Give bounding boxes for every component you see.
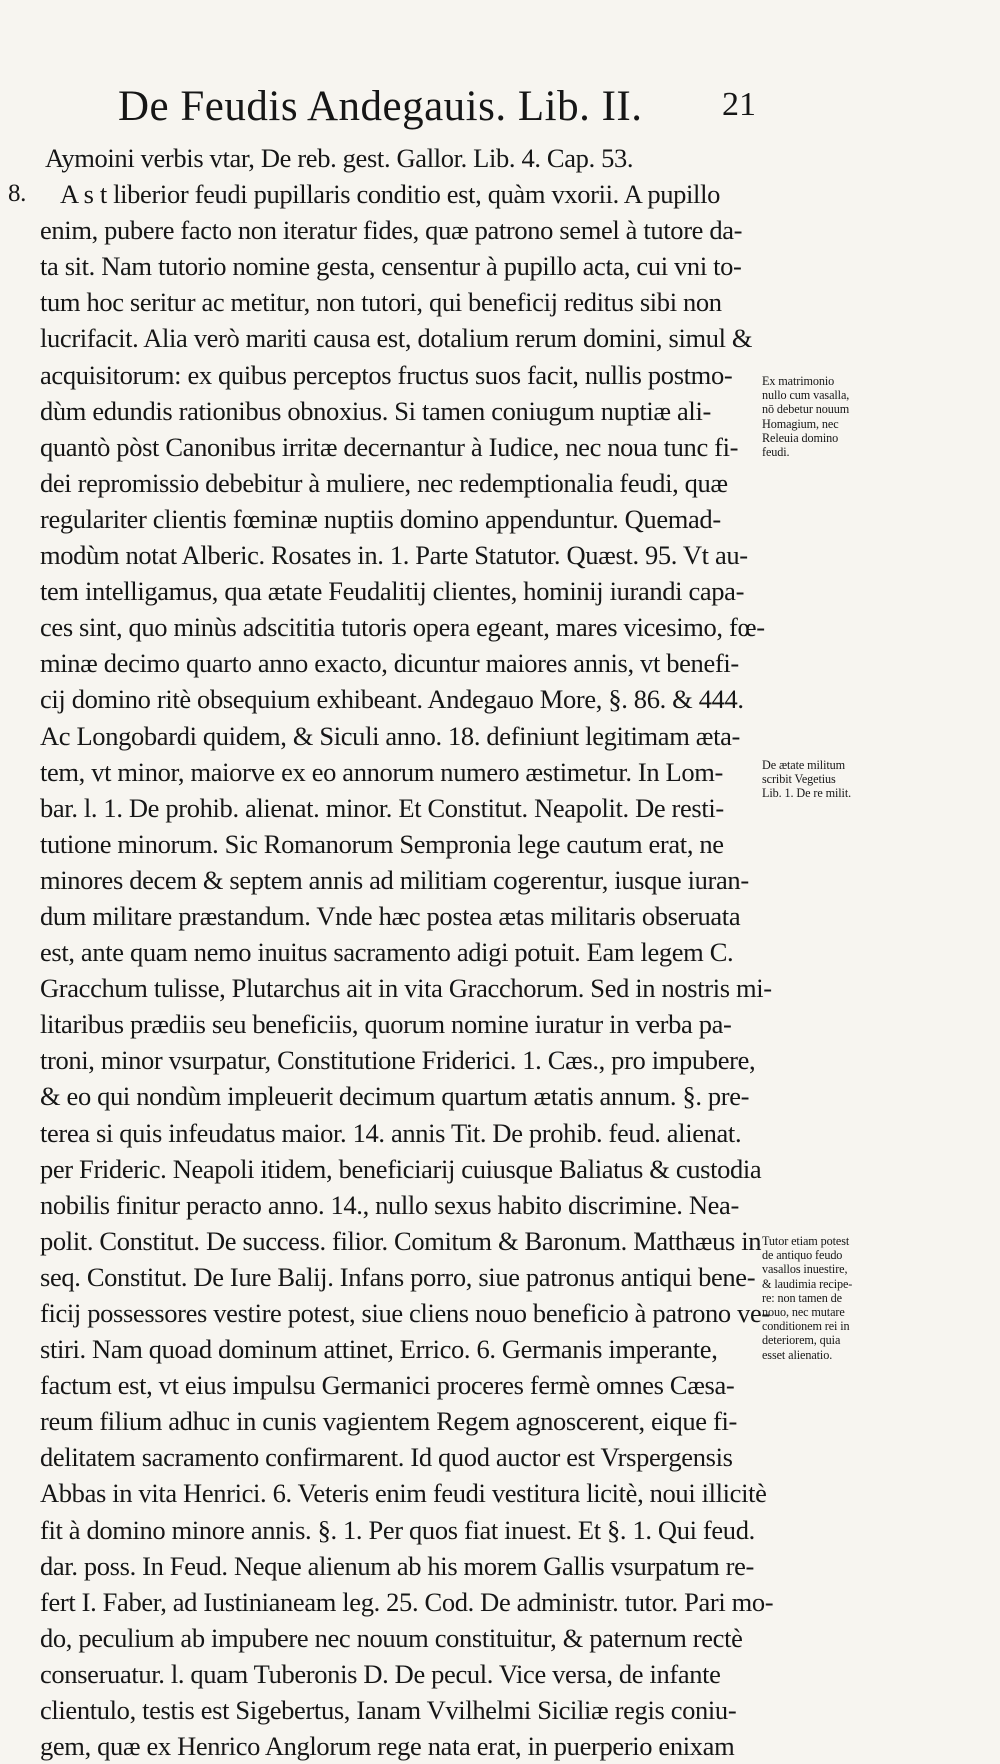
text-line: tum hoc seritur ac metitur, non tutori, qui beneficij reditus sibi non bbox=[40, 287, 722, 318]
margin-note-line: de antiquo feudo bbox=[762, 1248, 843, 1263]
text-line: per Frideric. Neapoli itidem, beneficiarij cuiusque Baliatus & custodia bbox=[40, 1153, 762, 1184]
text-line: conseruatur. l. quam Tuberonis D. De pecul. Vice versa, de infante bbox=[40, 1658, 721, 1689]
text-line: ta sit. Nam tutorio nomine gesta, censentur à pupillo acta, cui vni to- bbox=[40, 251, 742, 282]
text-line: ces sint, quo minùs adscititia tutoris opera egeant, mares vicesimo, fœ- bbox=[40, 612, 765, 643]
text-line: stiri. Nam quoad dominum attinet, Errico. 6. Germanis imperante, bbox=[40, 1334, 718, 1365]
text-line: dùm edundis rationibus obnoxius. Si tamen coniugum nuptiæ ali- bbox=[40, 395, 711, 426]
text-line: nobilis finitur peracto anno. 14., nullo sexus habito discrimine. Nea- bbox=[40, 1189, 739, 1220]
text-line: dar. poss. In Feud. Neque alienum ab his morem Gallis vsurpatum re- bbox=[40, 1550, 754, 1581]
text-line: delitatem sacramento confirmarent. Id quod auctor est Vrspergensis bbox=[40, 1442, 733, 1473]
text-line: clientulo, testis est Sigebertus, Ianam Vvilhelmi Siciliæ regis coniu- bbox=[40, 1695, 737, 1726]
margin-note-line: Homagium, nec bbox=[762, 416, 839, 431]
body-text bbox=[8, 140, 800, 1764]
text-line: quantò pòst Canonibus irritæ decernantur à Iudice, nec noua tunc fi- bbox=[40, 431, 739, 462]
text-line: troni, minor vsurpatur, Constitutione Friderici. 1. Cæs., pro impubere, bbox=[40, 1045, 756, 1076]
text-line-content: A s t liberior feudi pupillaris conditio est, quàm vxorii. A pupillo bbox=[60, 179, 720, 210]
text-line: bar. l. 1. De prohib. alienat. minor. Et Constitut. Neapolit. De resti- bbox=[40, 792, 724, 823]
text-line: ficij possessores vestire potest, siue cliens nouo beneficio à patrono ve- bbox=[40, 1298, 770, 1328]
margin-note-line: Lib. 1. De re milit. bbox=[762, 786, 852, 801]
text-line: reum filium adhuc in cunis vagientem Regem agnoscerent, eique fi- bbox=[40, 1406, 737, 1437]
text-line: Abbas in vita Henrici. 6. Veteris enim feudi vestitura licitè, noui illicitè bbox=[40, 1478, 767, 1509]
margin-note-matrimonio bbox=[762, 374, 912, 459]
text-line: Gracchum tulisse, Plutarchus ait in vita Gracchorum. Sed in nostris mi- bbox=[40, 973, 772, 1004]
text-line: gem, quæ ex Henrico Anglorum rege nata erat, in puerperio enixam bbox=[40, 1731, 735, 1762]
margin-note-line: deteriorem, quia bbox=[762, 1333, 841, 1348]
text-line: dum militare præstandum. Vnde hæc postea ætas militaris obseruata bbox=[40, 900, 741, 931]
text-line: acquisitorum: ex quibus perceptos fructus suos facit, nullis postmo- bbox=[40, 359, 733, 390]
margin-note-line: nō debetur nouum bbox=[762, 402, 850, 417]
text-line: tem intelligamus, qua ætate Feudalitij clientes, hominij iurandi capa- bbox=[40, 576, 745, 607]
margin-note-line: Tutor etiam potest bbox=[762, 1234, 850, 1248]
margin-note-line: scribit Vegetius bbox=[762, 772, 836, 787]
text-line: est, ante quam nemo inuitus sacramento adigi potuit. Eam legem C. bbox=[40, 937, 734, 968]
text-line: litaribus prædiis seu beneficiis, quorum nomine iuratur in verba pa- bbox=[40, 1009, 732, 1040]
margin-note-line: & laudimia recipe- bbox=[762, 1276, 853, 1291]
text-line: & eo qui nondùm impleuerit decimum quartum ætatis annum. §. pre- bbox=[40, 1081, 750, 1112]
section-number: 8. bbox=[8, 180, 27, 208]
text-line: do, peculium ab impubere nec nouum constituitur, & paternum rectè bbox=[40, 1622, 743, 1653]
text-line: tem, vt minor, maiorve ex eo annorum numero æstimetur. In Lom- bbox=[40, 756, 724, 787]
running-head: De Feudis Andegauis. Lib. II. bbox=[118, 83, 643, 130]
text-line: lucrifacit. Alia verò mariti causa est, dotalium rerum domini, simul & bbox=[40, 323, 753, 354]
margin-note-line: feudi. bbox=[762, 445, 790, 460]
text-line: tutione minorum. Sic Romanorum Sempronia lege cautum erat, ne bbox=[40, 828, 724, 859]
text-line: modùm notat Alberic. Rosates in. 1. Parte Statutor. Quæst. 95. Vt au- bbox=[40, 540, 748, 571]
margin-note-line: Ex matrimonio bbox=[762, 374, 835, 388]
margin-note-line: Releuia domino bbox=[762, 430, 839, 445]
text-line: cij domino ritè obsequium exhibeant. Andegauo More, §. 86. & 444. bbox=[40, 684, 744, 715]
text-line: dei repromissio debebitur à muliere, nec redemptionalia feudi, quæ bbox=[40, 467, 728, 498]
text-line: factum est, vt eius impulsu Germanici proceres fermè omnes Cæsa- bbox=[40, 1370, 735, 1401]
text-line: terea si quis infeudatus maior. 14. annis Tit. De prohib. feud. alienat. bbox=[40, 1117, 742, 1148]
page-number: 21 bbox=[722, 86, 756, 123]
text-line: minores decem & septem annis ad militiam cogerentur, iusque iuran- bbox=[40, 864, 749, 895]
text-line bbox=[8, 176, 800, 212]
margin-note-line: conditionem rei in bbox=[762, 1319, 850, 1334]
margin-note-line: nouo, nec mutare bbox=[762, 1305, 845, 1320]
text-line: regulariter clientis fœminæ nuptiis domino appenduntur. Quemad- bbox=[40, 503, 721, 534]
margin-note-line: esset alienatio. bbox=[762, 1347, 833, 1362]
text-line: Aymoini verbis vtar, De reb. gest. Gallor. Lib. 4. Cap. 53. bbox=[45, 143, 634, 173]
text-line: minæ decimo quarto anno exacto, dicuntur maiores annis, vt benefi- bbox=[40, 648, 739, 679]
margin-note-line: De ætate militum bbox=[762, 758, 846, 772]
margin-note-line: nullo cum vasalla, bbox=[762, 388, 850, 403]
text-line: fit à domino minore annis. §. 1. Per quos fiat inuest. Et §. 1. Qui feud. bbox=[40, 1514, 755, 1545]
margin-note-line: vasallos inuestire, bbox=[762, 1262, 848, 1277]
margin-note-aetate bbox=[762, 758, 912, 801]
text-line: polit. Constitut. De success. filior. Comitum & Baronum. Matthæus in bbox=[40, 1225, 762, 1256]
text-line: enim, pubere facto non iteratur fides, quæ patrono semel à tutore da- bbox=[40, 215, 743, 246]
text-line: fert I. Faber, ad Iustinianeam leg. 25. Cod. De administr. tutor. Pari mo- bbox=[40, 1586, 774, 1617]
margin-note-tutor bbox=[762, 1234, 912, 1362]
text-line: Ac Longobardi quidem, & Siculi anno. 18. definiunt legitimam æta- bbox=[40, 720, 740, 751]
margin-note-line: re: non tamen de bbox=[762, 1290, 842, 1305]
text-line: seq. Constitut. De Iure Balij. Infans porro, siue patronus antiqui bene- bbox=[40, 1261, 756, 1292]
